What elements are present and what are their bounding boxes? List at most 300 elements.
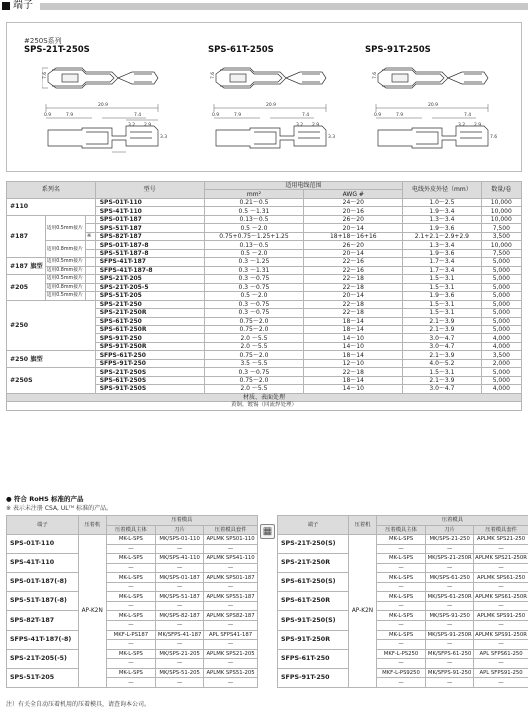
dim-mid-2: 7.9 (234, 113, 242, 118)
spec-subtype: 适用0.8mm接片 (45, 283, 85, 291)
tool-cell: APLMK SPS91-250 (474, 611, 528, 621)
tool-terminal: SFPS-91T-250 (278, 668, 349, 687)
spec-od: 4.0～5.2 (403, 359, 481, 367)
tool-cell: — (106, 678, 156, 688)
spec-od: 2.1～3.9 (403, 376, 481, 384)
tool-cell: APLMK SPS51-187 (204, 592, 258, 602)
spec-model: SPS-61T-250 (95, 317, 204, 325)
tool-terminal: SPS-61T-250R (278, 592, 349, 611)
spec-row (7, 351, 522, 359)
tool-cell: — (156, 640, 204, 650)
tool-row (278, 630, 528, 640)
spec-qty: 5,000 (481, 275, 521, 283)
tool-cell: — (376, 582, 425, 592)
spec-model: SPS-91T-250 (95, 334, 204, 342)
tool-cell: — (204, 544, 258, 554)
spec-mm2: 0.5 ～2.0 (204, 249, 304, 257)
tool-cell: MK/SPS-41-110 (156, 554, 204, 564)
spec-model: SPS-41T-110 (95, 207, 204, 215)
tool-cell: — (426, 659, 474, 669)
tool-cell: — (106, 601, 156, 611)
spec-mm2: 0.75～2.0 (204, 351, 304, 359)
dim-left-3: 0.9 (374, 113, 382, 118)
spec-mm2: 0.75～2.0 (204, 325, 304, 333)
spec-model: SPS-01T-187 (95, 215, 204, 223)
tool-cell: APL SFPS91-250 (474, 668, 528, 678)
spec-od: 2.1～3.9 (403, 351, 481, 359)
tool-cell: MK/SPS-51-205 (156, 668, 204, 678)
spec-qty: 5,000 (481, 309, 521, 317)
tool-row (278, 573, 528, 583)
dim-height-2: 7.6 (211, 71, 216, 79)
tool-row (7, 535, 258, 545)
tool-cell: MK-L-SPS (376, 611, 425, 621)
tool-cell: — (204, 563, 258, 573)
material-header: 材质、表面处理 (7, 393, 522, 401)
spec-od: 2.1～3.9 (403, 317, 481, 325)
tool-row (7, 592, 258, 602)
spec-mm2: 0.5 ～1.31 (204, 207, 304, 215)
spec-mm2: 2.0 ～5.5 (204, 342, 304, 350)
tool-cell: MK-L-SPS (106, 535, 156, 545)
spec-qty: 3,500 (481, 232, 521, 240)
spec-qty: 3,500 (481, 351, 521, 359)
tool-cell: MK/SFPS-91-250 (426, 668, 474, 678)
spec-qty: 5,000 (481, 317, 521, 325)
spec-family: #250S (7, 368, 96, 393)
tool-cell: MK-L-SPS (106, 668, 156, 678)
th-blade: 刀片 (426, 525, 474, 535)
spec-mm2: 0.5 ～2.0 (204, 224, 304, 232)
tool-cell: APLMK SPS21-250R (475, 555, 527, 562)
tool-cell: — (474, 601, 528, 611)
dim-total-3: 20.9 (428, 103, 439, 108)
dim-d-2: 3.3 (328, 135, 336, 140)
spec-awg: 26～20 (304, 241, 403, 249)
spec-family: #250 (7, 300, 96, 351)
spec-standard-mark (85, 292, 95, 300)
tool-cell: MK/SPS-61-250R (427, 593, 472, 600)
tool-cell: — (426, 640, 474, 650)
tool-cell: — (376, 544, 425, 554)
spec-qty: 10,000 (481, 198, 521, 206)
tool-cell: — (376, 601, 425, 611)
spec-mm2: 0.3 ～0.75 (204, 368, 304, 376)
spec-subtype: 适用0.5mm接片 (45, 215, 85, 240)
th-tool-main: 压着模具主体 (376, 525, 425, 535)
th-tool-main: 压着模具主体 (106, 525, 156, 535)
terminal-drawing-2 (210, 56, 340, 168)
spec-od: 1.9～3.6 (403, 224, 481, 232)
th-qty: 数量/卷 (481, 182, 521, 199)
spec-awg: 18～14 (304, 317, 403, 325)
tool-cell: MK-L-SPS (106, 554, 156, 564)
tool-cell: MK/SPS-91-250R (427, 631, 472, 638)
tool-cell: — (156, 544, 204, 554)
csa-ul-note: ※ 表示未注册 CSA, ULᵀᴹ 标准的产品。 (6, 505, 113, 512)
tool-cell: APLMK SPS21-205 (204, 649, 258, 659)
spec-od: 1.5～3.1 (403, 275, 481, 283)
spec-standard-mark (85, 258, 95, 266)
spec-awg: 14～10 (304, 342, 403, 350)
tool-cell: — (204, 659, 258, 669)
tool-cell: — (156, 678, 204, 688)
spec-model: SPS-61T-250R (95, 325, 204, 333)
tool-table-right (277, 515, 528, 688)
tool-cell: — (376, 621, 425, 631)
drawing-model-2: SPS-61T-250S (208, 45, 274, 55)
spec-mm2: 0.75+0.75～1.25+1.25 (204, 232, 304, 240)
spec-model: SPS-21T-205-5 (95, 283, 204, 291)
tool-cell: APLMK SPS01-187 (204, 573, 258, 583)
tool-cell: — (106, 621, 156, 631)
spec-qty: 5,000 (481, 325, 521, 333)
spec-row (7, 300, 522, 308)
spec-mm2: 0.21～0.5 (204, 198, 304, 206)
tool-cell: MK-L-SPS (376, 573, 425, 583)
tool-terminal: SPS-51T-187(-8) (7, 592, 79, 611)
spec-od: 3.0～4.7 (403, 385, 481, 393)
spec-row (7, 275, 522, 283)
tool-cell: — (426, 563, 474, 573)
terminal-drawing-3 (372, 56, 502, 168)
spec-od: 1.5～3.1 (403, 300, 481, 308)
spec-qty: 7,500 (481, 249, 521, 257)
spec-family: #250 旗型 (7, 351, 96, 368)
tool-cell: — (204, 678, 258, 688)
tool-cell: — (474, 563, 528, 573)
spec-awg: 22～18 (304, 275, 403, 283)
spec-table (6, 181, 522, 411)
dim-c-2: 2.9 (312, 123, 320, 128)
tool-terminal: SPS-51T-205 (7, 668, 79, 687)
dim-total-2: 20.9 (266, 103, 277, 108)
tool-terminal: SPS-21T-205(-5) (7, 649, 79, 668)
spec-row (7, 292, 522, 300)
tool-terminal: SPS-91T-250(S) (278, 611, 349, 630)
spec-family: #187 旗型 (7, 258, 46, 275)
dim-a-2: 7.4 (302, 113, 310, 118)
tool-row (278, 611, 528, 621)
dim-a-1: 7.4 (134, 113, 142, 118)
th-awg: AWG # (304, 190, 403, 198)
tool-row (278, 649, 528, 659)
spec-model: SPS-91T-250R (95, 342, 204, 350)
dim-total-1: 20.9 (98, 103, 109, 108)
th-terminal: 端子 (278, 516, 349, 535)
spec-od: 1.3～3.4 (403, 241, 481, 249)
spec-model: SPS-51T-187 (95, 224, 204, 232)
tool-row (7, 611, 258, 621)
tool-cell: — (156, 601, 204, 611)
spec-subtype: 适用0.8mm接片 (45, 241, 85, 258)
tool-terminal: SPS-82T-187 (7, 611, 79, 630)
spec-od: 1.5～3.1 (403, 309, 481, 317)
spec-family: #187 (7, 215, 46, 257)
tool-cell: MK/SPS-51-187 (156, 592, 204, 602)
tool-cell: — (474, 678, 528, 688)
spec-model: SPS-61T-250S (95, 376, 204, 384)
spec-od: 2.1～3.9 (403, 325, 481, 333)
material-value: 黄铜，镀锡（回流焊处理） (7, 402, 522, 410)
spec-od: 1.9～3.6 (403, 249, 481, 257)
th-range: 适用电线范围 (204, 182, 403, 190)
dim-d-1: 3.3 (160, 135, 168, 140)
spec-awg: 18～14 (304, 351, 403, 359)
tool-terminal: SPS-21T-250(S) (278, 535, 349, 554)
th-terminal: 端子 (7, 516, 79, 535)
tool-terminal: SPS-01T-110 (7, 535, 79, 554)
spec-awg: 22～16 (304, 266, 403, 274)
tool-cell: — (426, 621, 474, 631)
tool-cell: MK/SPS-61-250 (426, 573, 474, 583)
spec-od: 1.5～3.1 (403, 368, 481, 376)
spec-model: SFPS-41T-187-8 (95, 266, 204, 274)
spec-mm2: 2.0 ～5.5 (204, 385, 304, 393)
tool-cell: — (426, 678, 474, 688)
tool-cell: — (204, 640, 258, 650)
tool-cell: MK-L-SPS (376, 554, 425, 564)
spec-awg: 26～20 (304, 215, 403, 223)
tool-cell: APLMK SPS91-250R (475, 631, 527, 638)
spec-standard-mark (85, 215, 95, 223)
section-bar (40, 3, 528, 10)
spec-model: SPS-01T-187-8 (95, 241, 204, 249)
drawing-model-1: SPS-21T-250S (24, 45, 90, 55)
dim-e-3: 7.6 (490, 135, 498, 140)
spec-qty: 5,000 (481, 368, 521, 376)
th-machine: 压着机 (349, 516, 377, 535)
dim-left-1: 0.9 (44, 113, 52, 118)
spec-od: 3.0～4.7 (403, 342, 481, 350)
spec-row (7, 258, 522, 266)
tool-cell: MK-L-SPS (106, 649, 156, 659)
spec-standard-mark: ※ (85, 232, 95, 240)
th-blade: 刀片 (156, 525, 204, 535)
spec-awg: 12～10 (304, 359, 403, 367)
tool-cell: — (204, 601, 258, 611)
tool-cell: — (474, 640, 528, 650)
spec-standard-mark (85, 283, 95, 291)
spec-model: SPS-01T-110 (95, 198, 204, 206)
spec-od: 1.5～3.1 (403, 283, 481, 291)
tool-cell: MK-L-SPS (106, 611, 156, 621)
th-machine: 压着机 (78, 516, 106, 535)
spec-row (7, 266, 522, 274)
spec-awg: 22～16 (304, 258, 403, 266)
tool-cell: — (474, 621, 528, 631)
tool-row (278, 554, 528, 564)
tool-cell: — (106, 659, 156, 669)
spec-awg: 20～14 (304, 292, 403, 300)
tool-cell: — (156, 563, 204, 573)
spec-model: SPS-51T-205 (95, 292, 204, 300)
footnote: 注）有关全自动压着机用的压着模具，请查询本公司。 (6, 701, 151, 708)
spec-model: SFPS-61T-250 (95, 351, 204, 359)
tool-cell: — (106, 544, 156, 554)
spec-model: SPS-21T-250 (95, 300, 204, 308)
tool-terminal: SPS-61T-250(S) (278, 573, 349, 592)
tool-terminal: SFPS-41T-187(-8) (7, 630, 79, 649)
th-kit: 压着模具套件 (204, 525, 258, 535)
spec-standard-mark (85, 241, 95, 249)
tool-cell: APLMK SPS21-250 (474, 535, 528, 545)
tool-machine: AP-K2N (349, 535, 377, 688)
tool-cell: — (106, 640, 156, 650)
spec-awg: 14～10 (304, 334, 403, 342)
tool-cell: MK-L-SPS (376, 592, 425, 602)
spec-mm2: 0.3 ～0.75 (204, 309, 304, 317)
spec-od: 1.7～3.4 (403, 258, 481, 266)
tool-cell: MK-L-SPS (376, 630, 425, 640)
th-mm2: mm² (204, 190, 304, 198)
dim-height-3: 7.6 (373, 71, 378, 79)
spec-awg: 14～10 (304, 385, 403, 393)
tool-cell: — (474, 659, 528, 669)
tool-cell: MK-L-SPS (376, 535, 425, 545)
spec-family: #205 (7, 275, 46, 300)
tool-machine: AP-K2N (78, 535, 106, 688)
spec-mm2: 2.0 ～5.5 (204, 334, 304, 342)
spec-awg: 22～18 (304, 283, 403, 291)
tool-row (278, 592, 528, 602)
spec-standard-mark (85, 249, 95, 257)
tool-row (7, 668, 258, 678)
spec-qty: 4,000 (481, 334, 521, 342)
th-tool: 压着模具 (376, 516, 528, 526)
dim-left-2: 0.9 (212, 113, 220, 118)
dim-a-3: 7.4 (464, 113, 472, 118)
spec-mm2: 0.5 ～2.0 (204, 292, 304, 300)
spec-mm2: 3.5 ～5.5 (204, 359, 304, 367)
tool-cell: — (376, 640, 425, 650)
tool-cell: MK/SPS-21-205 (156, 649, 204, 659)
spec-model: SPS-82T-187 (95, 232, 204, 240)
tool-cell: MK/SFPS-61-250 (426, 649, 474, 659)
tool-cell: — (474, 544, 528, 554)
tool-cell: APLMK SPS01-110 (204, 535, 258, 545)
spec-awg: 18～14 (304, 376, 403, 384)
spec-mm2: 0.3 ～0.75 (204, 275, 304, 283)
tool-row (7, 573, 258, 583)
tool-cell: MK-L-SPS (106, 573, 156, 583)
th-od: 电线外皮外径（mm） (403, 182, 481, 199)
tool-cell: — (376, 659, 425, 669)
spec-mm2: 0.13～0.5 (204, 241, 304, 249)
spec-subtype: 适用0.5mm接片 (45, 292, 85, 300)
spec-awg: 20～14 (304, 224, 403, 232)
spec-subtype: 适用0.8mm接片 (45, 266, 85, 274)
dim-b-1: 3.2 (128, 123, 136, 128)
tool-cell: MK/SPS-82-187 (156, 611, 204, 621)
tool-cell: — (204, 621, 258, 631)
spec-awg: 20～16 (304, 207, 403, 215)
spec-model: SPS-91T-250S (95, 385, 204, 393)
tool-cell: APLMK SPS51-205 (204, 668, 258, 678)
spec-mm2: 0.75～2.0 (204, 376, 304, 384)
tool-cell: — (376, 563, 425, 573)
dim-mid-3: 7.9 (396, 113, 404, 118)
spec-mm2: 0.75～2.0 (204, 317, 304, 325)
terminal-drawing-1 (42, 56, 172, 168)
spec-awg: 22～18 (304, 300, 403, 308)
tool-cell: APL SFPS61-250 (474, 649, 528, 659)
spec-mm2: 0.13～0.5 (204, 215, 304, 223)
spec-row (7, 241, 522, 249)
spec-qty: 2,000 (481, 359, 521, 367)
dim-c-3: 2.9 (474, 123, 482, 128)
spec-qty: 5,000 (481, 376, 521, 384)
spec-qty: 10,000 (481, 215, 521, 223)
spec-od: 1.9～3.6 (403, 292, 481, 300)
spec-qty: 7,500 (481, 224, 521, 232)
tool-cell: — (426, 544, 474, 554)
tool-cell: MK/SPS-21-250 (426, 535, 474, 545)
tool-cell: — (426, 601, 474, 611)
spec-model: SPS-21T-250S (95, 368, 204, 376)
tool-row (278, 668, 528, 678)
tool-cell: MK/SPS-01-110 (156, 535, 204, 545)
spec-qty: 5,000 (481, 292, 521, 300)
spec-awg: 22～18 (304, 368, 403, 376)
spec-row (7, 283, 522, 291)
spec-mm2: 0.3 ～1.31 (204, 266, 304, 274)
spec-od: 1.3～3.4 (403, 215, 481, 223)
tool-cell: MK-L-SPS (106, 592, 156, 602)
tool-terminal: SFPS-61T-250 (278, 649, 349, 668)
tool-cell: APLMK SPS61-250R (475, 593, 527, 600)
tool-cell: MKF-L-PS250 (376, 649, 425, 659)
spec-mm2: 0.3 ～0.75 (204, 283, 304, 291)
spec-qty: 10,000 (481, 241, 521, 249)
spec-qty: 4,000 (481, 385, 521, 393)
tool-terminal: SPS-01T-187(-8) (7, 573, 79, 592)
tool-cell: — (426, 582, 474, 592)
tool-cell: — (156, 621, 204, 631)
dim-c-1: 2.9 (144, 123, 152, 128)
spec-model: SFPS-41T-187 (95, 258, 204, 266)
spec-family: #110 (7, 198, 96, 215)
spec-standard-mark (85, 275, 95, 283)
spec-awg: 22～18 (304, 309, 403, 317)
spec-row (7, 215, 522, 223)
spec-od: 3.0～4.7 (403, 334, 481, 342)
rohs-note: ● 符合 RoHS 标准的产品 (6, 495, 84, 503)
drawing-series-label: #250S系列 (24, 37, 62, 45)
spec-qty: 5,000 (481, 300, 521, 308)
tool-cell: MK/SPS-91-250 (426, 611, 474, 621)
tool-terminal: SPS-21T-250R (278, 554, 349, 573)
tool-cell: APLMK SPS41-110 (204, 554, 258, 564)
calculator-icon[interactable]: ▦ (260, 524, 275, 539)
tool-cell: APL SFPS41-187 (204, 630, 258, 640)
spec-standard-mark (85, 266, 95, 274)
tool-table-left (6, 515, 258, 688)
spec-model: SPS-21T-250R (95, 309, 204, 317)
th-tool: 压着模具 (106, 516, 257, 526)
tool-cell: MK/SFPS-41-187 (156, 630, 204, 640)
tool-row (7, 630, 258, 640)
section-title: 端子 (13, 0, 33, 11)
tool-cell: — (106, 582, 156, 592)
tool-row (7, 554, 258, 564)
tool-cell: — (106, 563, 156, 573)
dim-height-1: 7.6 (43, 71, 48, 79)
tool-cell: MK/SPS-21-250R (427, 555, 472, 562)
section-marker-icon (2, 2, 10, 10)
tool-cell: MK/SPS-01-187 (156, 573, 204, 583)
spec-qty: 5,000 (481, 258, 521, 266)
